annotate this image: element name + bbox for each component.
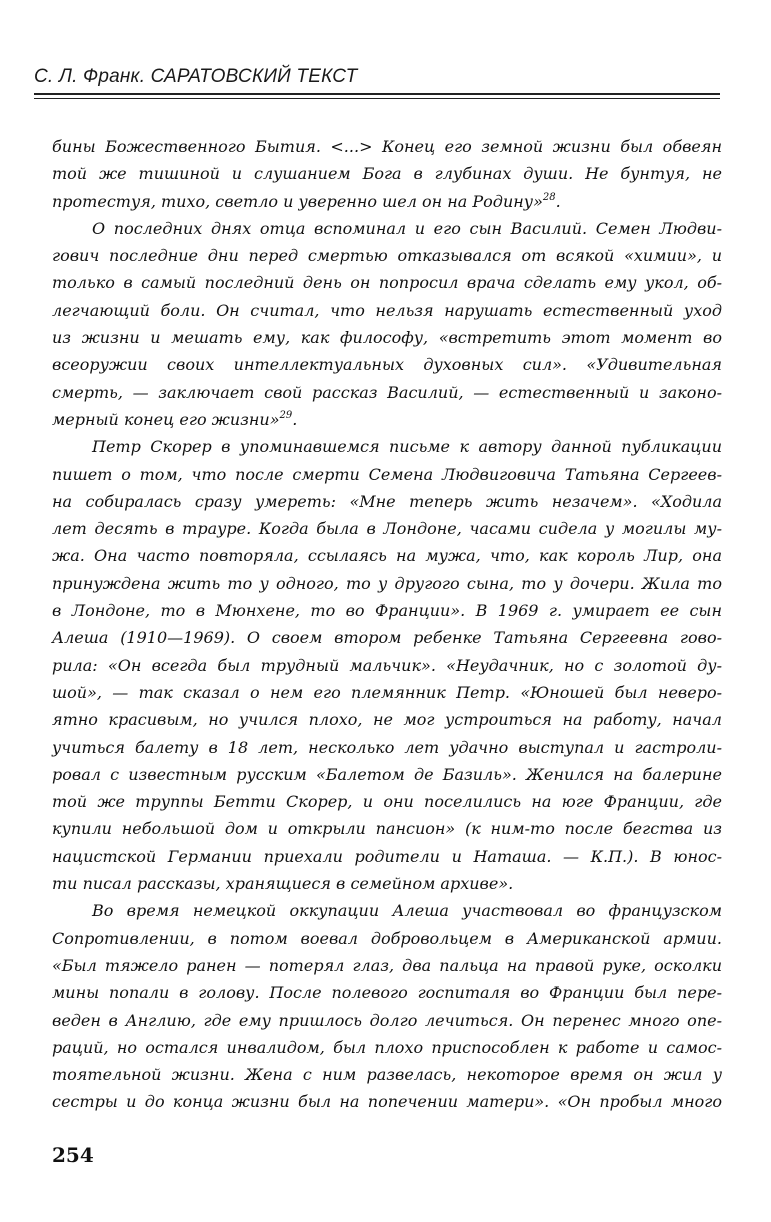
text-line (52, 160, 722, 187)
line-text: рила: «Он всегда был трудный мальчик». «Неудачник, но с золотой ду- (52, 655, 722, 675)
line-text: всеоружии своих интеллектуальных духовных сил». «Удивительная (52, 355, 722, 375)
line-text: О последних днях отца вспоминал и его сын Василий. Семен Людви- (92, 218, 722, 238)
line-text-tail: . (555, 191, 561, 211)
header-rule-thick (34, 93, 720, 95)
line-text: Во время немецкой оккупации Алеша участвовал во французском (92, 901, 722, 921)
line-text: шой», — так сказал о нем его племянник Петр. «Юношей был неверо- (52, 682, 722, 702)
line-text: купили небольшой дом и открыли пансион» (к ним-то после бегства из (52, 819, 722, 839)
text-line (52, 761, 722, 788)
page-number: 254 (52, 1143, 94, 1167)
line-text: ти писал рассказы, хранящиеся в семейном архиве». (52, 874, 514, 894)
line-text: той же тишиной и слушанием Бога в глубинах души. Не бунтуя, не (52, 164, 722, 184)
line-text: гович последние дни перед смертью отказывался от всякой «химии», и (52, 246, 722, 266)
text-line (52, 652, 722, 679)
text-line (52, 188, 722, 215)
text-line (52, 979, 722, 1006)
text-line (52, 297, 722, 324)
line-text: принуждена жить то у одного, то у другого сына, то у дочери. Жила то (52, 573, 722, 593)
line-text: раций, но остался инвалидом, был плохо приспособлен к работе и самос- (52, 1037, 722, 1057)
text-line (52, 215, 722, 242)
text-line (52, 542, 722, 569)
line-text: Алеша (1910—1969). О своем втором ребенке Татьяна Сергеевна гово- (52, 628, 722, 648)
text-line (52, 1007, 722, 1034)
body-text (52, 133, 722, 1116)
text-line (52, 734, 722, 761)
line-text: сестры и до конца жизни был на попечении матери». «Он пробыл много (52, 1092, 722, 1112)
line-text-tail: . (292, 409, 298, 429)
text-line (52, 379, 722, 406)
text-line (52, 897, 722, 924)
line-text: Петр Скорер в упоминавшемся письме к автору данной публикации (92, 437, 722, 457)
text-line (52, 269, 722, 296)
text-line (52, 952, 722, 979)
line-text: жа. Она часто повторяла, ссылаясь на мужа, что, как король Лир, она (52, 546, 722, 566)
footnote-marker[interactable]: 28 (542, 191, 556, 203)
text-line (52, 925, 722, 952)
line-text: «Был тяжело ранен — потерял глаз, два пальца на правой руке, осколки (52, 955, 722, 975)
text-line (52, 1061, 722, 1088)
line-text: веден в Англию, где ему пришлось долго лечиться. Он перенес много опе- (52, 1010, 722, 1030)
header-rule-thin (34, 98, 720, 99)
text-line (52, 679, 722, 706)
text-line (52, 815, 722, 842)
line-text: пишет о том, что после смерти Семена Людвиговича Татьяна Сергеев- (52, 464, 722, 484)
line-text: на собиралась сразу умереть: «Мне теперь жить незачем». «Ходила (52, 491, 722, 511)
line-text: из жизни и мешать ему, как философу, «встретить этот момент во (52, 328, 722, 348)
text-line (52, 843, 722, 870)
line-text: мины попали в голову. После полевого госпиталя во Франции был пере- (52, 983, 722, 1003)
text-line (52, 351, 722, 378)
line-text: в Лондоне, то в Мюнхене, то во Франции». В 1969 г. умирает ее сын (52, 601, 722, 621)
line-text: протестуя, тихо, светло и уверенно шел он на Родину» (52, 191, 543, 211)
text-line (52, 706, 722, 733)
text-line (52, 597, 722, 624)
footnote-marker[interactable]: 29 (279, 409, 293, 421)
text-line (52, 324, 722, 351)
text-line (52, 433, 722, 460)
line-text: тоятельной жизни. Жена с ним развелась, некоторое время он жил у (52, 1065, 722, 1085)
text-line (52, 570, 722, 597)
line-text: бины Божественного Бытия. <...> Конец его земной жизни был обвеян (52, 137, 722, 156)
text-line (52, 242, 722, 269)
text-line (52, 461, 722, 488)
line-text: ятно красивым, но учился плохо, не мог устроиться на работу, начал (52, 710, 722, 730)
text-line (52, 1034, 722, 1061)
line-text: той же труппы Бетти Скорер, и они поселились на юге Франции, где (52, 792, 722, 812)
line-text: мерный конец его жизни» (52, 409, 280, 429)
text-line (52, 515, 722, 542)
text-line (52, 488, 722, 515)
line-text: смерть, — заключает свой рассказ Василий, — естественный и законо- (52, 382, 722, 402)
line-text: учиться балету в 18 лет, несколько лет удачно выступал и гастроли- (52, 737, 722, 757)
line-text: Сопротивлении, в потом воевал добровольцем в Американской армии. (52, 928, 722, 948)
line-text: ровал с известным русским «Балетом де Базиль». Женился на балерине (52, 764, 722, 784)
line-text: лет десять в трауре. Когда была в Лондоне, часами сидела у могилы му- (52, 519, 722, 539)
text-line (52, 1088, 722, 1115)
line-text: легчающий боли. Он считал, что нельзя нарушать естественный уход (52, 300, 722, 320)
line-text: нацистской Германии приехали родители и Наташа. — К.П.). В юнос- (52, 846, 722, 866)
text-line (52, 406, 722, 433)
text-line (52, 624, 722, 651)
text-line (52, 870, 722, 897)
text-line (52, 133, 722, 160)
text-line (52, 788, 722, 815)
line-text: только в самый последний день он попросил врача сделать ему укол, об- (52, 273, 722, 293)
running-head: С. Л. Франк. САРАТОВСКИЙ ТЕКСТ (34, 66, 358, 87)
